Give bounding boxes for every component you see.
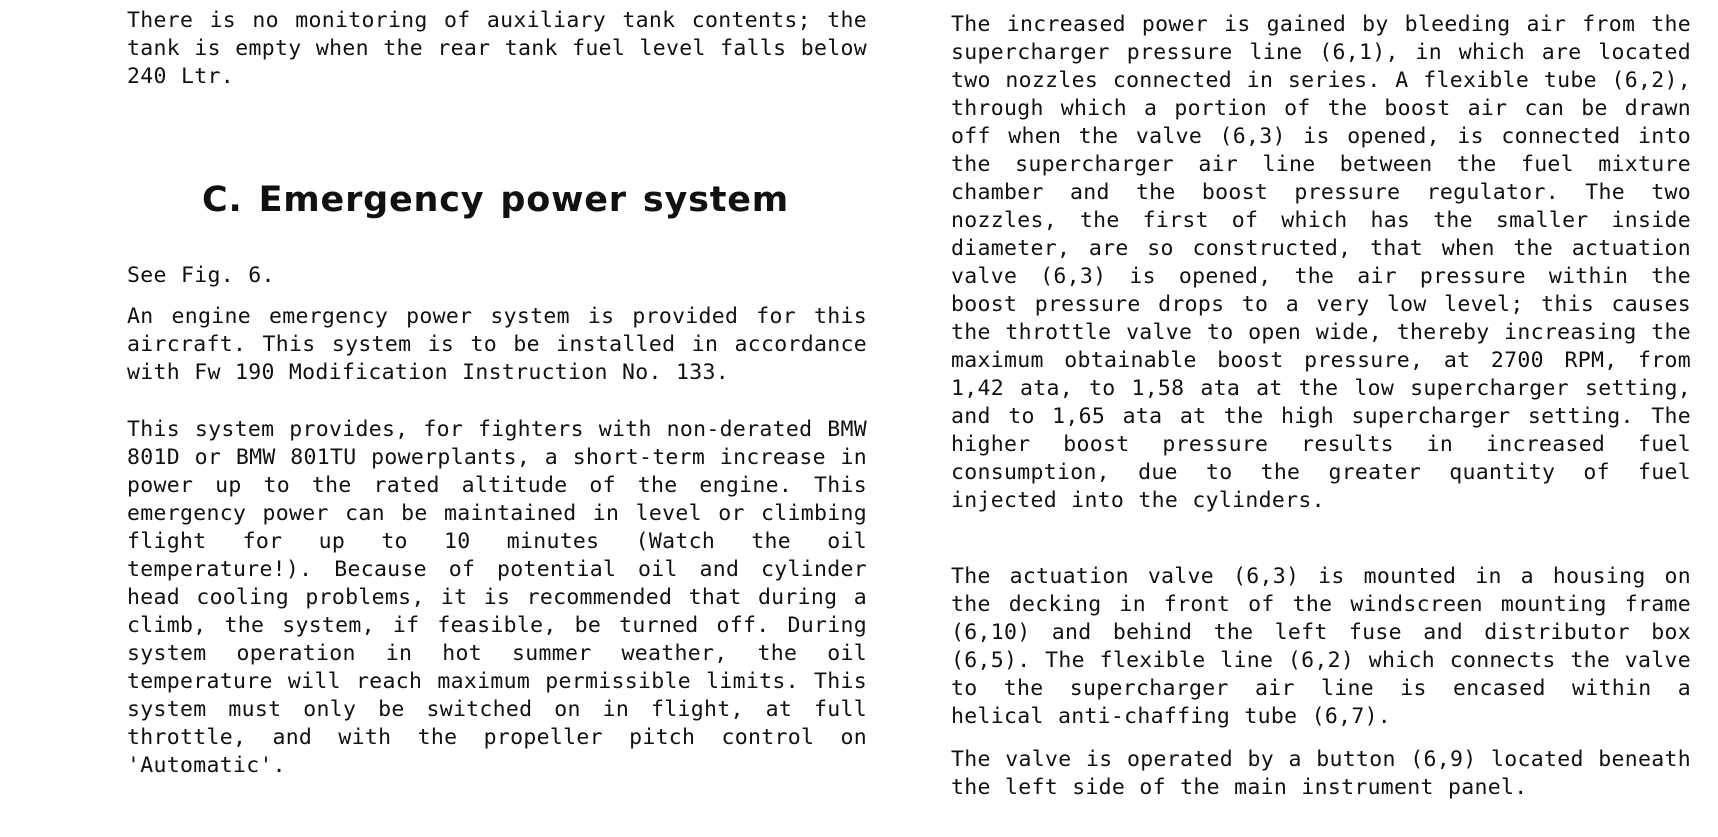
paragraph-system-description: This system provides, for fighters with non-derated BMW 801D or BMW 801TU powerplants, a short-term increase in power up to the rated altitude of the engine. This emergency power can be maintained in level or climbing flight for up to 10 minutes (Watch the oil temperature!). Because of potential oil and cylinder head cooling problems, it is recommended that during a climb, the system, if feasible, be turned off. During system operation in hot summer weather, the oil temperature will reach maximum permissible limits. This system must only be switched on in flight, at full throttle, and with the propeller pitch control on 'Automatic'. [127,417,867,778]
paragraph-valve-button: The valve is operated by a button (6,9) located beneath the left side of the main instrument panel. [951,747,1691,800]
paragraph-actuation-valve: The actuation valve (6,3) is mounted in a housing on the decking in front of the windscreen mounting frame (6,10) and behind the left fuse and distributor box (6,5). The flexible line (6,2) which connects the valve to the supercharger air line is encased within a helical anti-chaffing tube (6,7). [951,564,1691,729]
intro-paragraph: There is no monitoring of auxiliary tank contents; the tank is empty when the rear tank fuel level falls below 240 Ltr. [127,8,867,89]
paragraph-power-gain: The increased power is gained by bleeding air from the supercharger pressure line (6,1), in which are located two nozzles connected in series. A flexible tube (6,2), through which a portion of the boost air can be drawn off when the valve (6,3) is opened, is connected into the supercharger air line between the fuel mixture chamber and the boost pressure regulator. The two nozzles, the first of which has the smaller inside diameter, are so constructed, that when the actuation valve (6,3) is opened, the air pressure within the boost pressure drops to a very low level; this causes the throttle valve to open wide, thereby increasing the maximum obtainable boost pressure, at 2700 RPM, from 1,42 ata, to 1,58 ata at the low supercharger setting, and to 1,65 ata at the high supercharger setting. The higher boost pressure results in increased fuel consumption, due to the greater quantity of fuel injected into the cylinders. [951,12,1691,513]
section-heading: C. Emergency power system [202,180,790,220]
figure-reference: See Fig. 6. [127,263,275,288]
paragraph-installation: An engine emergency power system is provided for this aircraft. This system is to be installed in accordance with Fw 190 Modification Instruction No. 133. [127,304,867,385]
